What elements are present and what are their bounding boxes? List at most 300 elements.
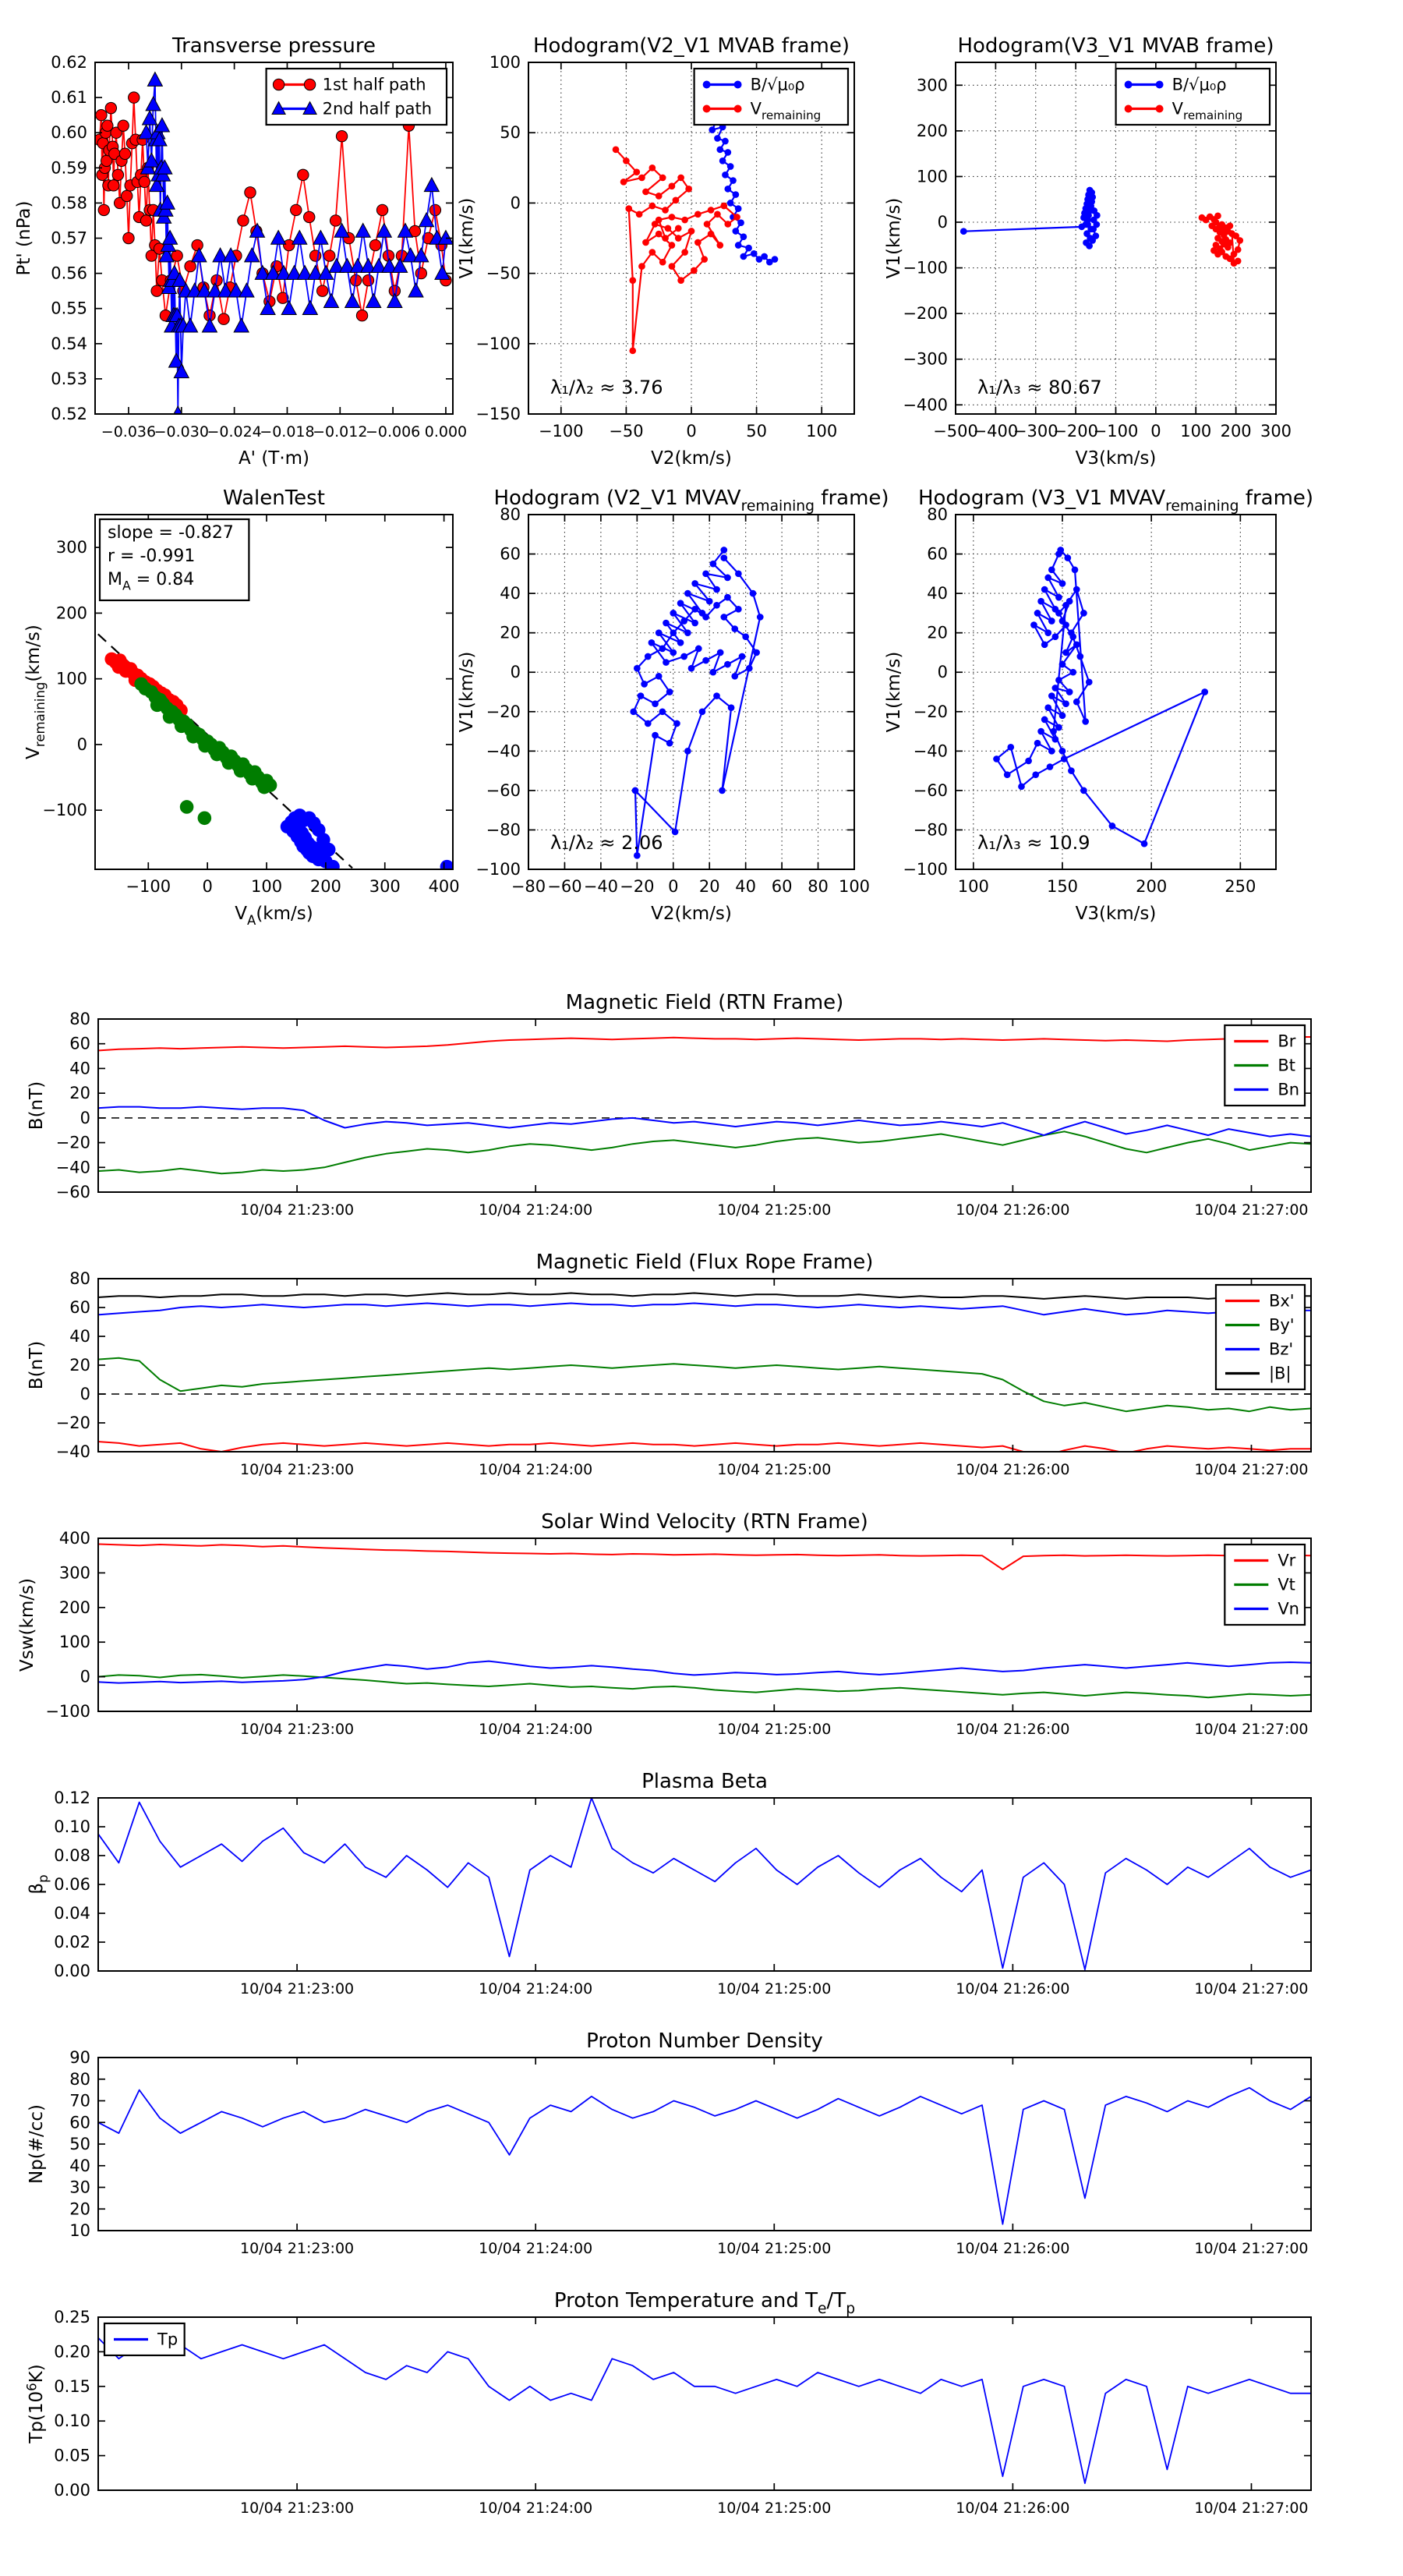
x-axis-label: A' (T·m) bbox=[238, 448, 310, 469]
panel-title: Hodogram(V2_V1 MVAB frame) bbox=[532, 34, 850, 58]
x-tick-label: 10/04 21:24:00 bbox=[479, 1201, 593, 1219]
marker-dot bbox=[649, 203, 656, 210]
x-tick-label: −400 bbox=[973, 422, 1019, 441]
x-tick-label: −300 bbox=[1012, 422, 1058, 441]
marker-dot bbox=[740, 253, 747, 260]
y-tick-label: 30 bbox=[69, 2178, 90, 2197]
marker-dot bbox=[656, 193, 663, 200]
marker-circle bbox=[304, 79, 315, 90]
marker-dot bbox=[708, 231, 715, 238]
marker-dot bbox=[1044, 575, 1051, 582]
marker-dot bbox=[680, 653, 687, 660]
y-tick-label: 0.15 bbox=[54, 2376, 90, 2396]
marker-dot bbox=[1004, 771, 1011, 778]
y-axis-label: $V_{remaining}(km/s)$ bbox=[23, 625, 48, 759]
marker-circle bbox=[105, 102, 116, 113]
marker-dot bbox=[1030, 621, 1037, 628]
marker-dot bbox=[714, 135, 721, 142]
marker-dot bbox=[1059, 712, 1066, 719]
panel-title: Hodogram (V3_V1 $MVAV_{remaining}$ frame) bbox=[917, 487, 1314, 515]
marker-dot bbox=[716, 242, 723, 249]
y-tick-label: −100 bbox=[45, 1702, 90, 1721]
marker-dot bbox=[1217, 229, 1224, 236]
x-tick-label: −100 bbox=[538, 422, 584, 441]
y-tick-label: −40 bbox=[913, 741, 948, 761]
marker-dot bbox=[677, 277, 684, 284]
y-axis-label: Np(#/cc) bbox=[27, 2104, 47, 2185]
panel-title: WalenTest bbox=[223, 487, 325, 510]
marker-dot bbox=[719, 157, 726, 165]
marker-dot bbox=[649, 165, 656, 172]
x-tick-label: 10/04 21:23:00 bbox=[240, 2500, 355, 2517]
marker-dot bbox=[1066, 688, 1073, 695]
y-tick-label: 0 bbox=[80, 1667, 90, 1686]
legend-label: Bn bbox=[1278, 1080, 1300, 1099]
marker-dot bbox=[670, 629, 677, 636]
marker-dot bbox=[677, 175, 684, 182]
x-tick-label: 300 bbox=[1260, 422, 1292, 441]
x-tick-label: −100 bbox=[1093, 422, 1139, 441]
marker-dot bbox=[1080, 610, 1087, 617]
y-tick-label: 200 bbox=[58, 1598, 90, 1617]
marker-dot bbox=[691, 267, 698, 274]
marker-dot bbox=[733, 214, 740, 221]
y-tick-label: 0.08 bbox=[54, 1846, 90, 1865]
legend bbox=[1116, 69, 1270, 125]
marker-dot bbox=[1090, 207, 1097, 214]
marker-dot bbox=[649, 249, 656, 256]
marker-dot bbox=[669, 182, 676, 189]
marker-dot bbox=[735, 570, 742, 577]
legend bbox=[694, 69, 848, 125]
y-tick-label: −400 bbox=[903, 395, 948, 415]
stats-line: $M_A = 0.84$ bbox=[108, 570, 195, 593]
y-tick-label: 60 bbox=[69, 1298, 90, 1317]
y-tick-label: −20 bbox=[55, 1133, 90, 1152]
marker-dot bbox=[1125, 81, 1133, 89]
marker-dot bbox=[1044, 704, 1051, 711]
marker-circle bbox=[118, 120, 129, 131]
marker-circle bbox=[362, 274, 373, 285]
marker-dot bbox=[709, 126, 716, 133]
y-tick-label: 0.58 bbox=[51, 193, 87, 213]
marker-dot bbox=[719, 787, 726, 794]
marker-dot bbox=[659, 646, 666, 653]
marker-dot bbox=[717, 649, 724, 656]
y-axis-label: B(nT) bbox=[27, 1340, 47, 1390]
y-tick-label: 100 bbox=[489, 53, 521, 72]
x-axis-label: V3(km/s) bbox=[1075, 904, 1157, 924]
y-tick-label: 0.62 bbox=[51, 53, 87, 72]
marker-circle bbox=[356, 310, 367, 321]
marker-dot bbox=[701, 256, 708, 263]
y-tick-label: 0.59 bbox=[51, 158, 87, 178]
marker-circle bbox=[129, 92, 140, 103]
marker-dot bbox=[670, 649, 677, 656]
marker-dot bbox=[670, 610, 677, 617]
marker-dot bbox=[1018, 783, 1025, 790]
marker-circle bbox=[263, 778, 277, 792]
marker-circle bbox=[139, 176, 150, 187]
y-tick-label: 0.56 bbox=[51, 264, 87, 283]
y-tick-label: 0.20 bbox=[54, 2342, 90, 2362]
marker-dot bbox=[1034, 740, 1041, 747]
y-tick-label: 80 bbox=[927, 505, 948, 524]
marker-dot bbox=[1065, 554, 1072, 561]
marker-dot bbox=[1055, 594, 1062, 601]
panel-title: Magnetic Field (Flux Rope Frame) bbox=[535, 1251, 874, 1274]
marker-dot bbox=[623, 157, 630, 165]
marker-dot bbox=[703, 81, 711, 89]
panel-title: Hodogram(V3_V1 MVAB frame) bbox=[957, 34, 1274, 58]
marker-dot bbox=[1055, 610, 1062, 617]
marker-dot bbox=[1080, 787, 1087, 794]
marker-dot bbox=[703, 105, 711, 113]
marker-dot bbox=[720, 554, 727, 561]
legend-label: Bt bbox=[1278, 1056, 1295, 1075]
marker-dot bbox=[656, 217, 663, 224]
marker-dot bbox=[724, 186, 731, 193]
marker-dot bbox=[638, 692, 645, 699]
marker-circle bbox=[298, 169, 309, 180]
marker-dot bbox=[1052, 736, 1059, 743]
marker-dot bbox=[1228, 230, 1235, 237]
marker-dot bbox=[724, 594, 731, 601]
y-tick-label: 300 bbox=[55, 538, 87, 557]
panel-title: Transverse pressure bbox=[172, 34, 376, 58]
x-tick-label: 10/04 21:27:00 bbox=[1194, 2240, 1309, 2257]
marker-circle bbox=[330, 215, 341, 226]
y-tick-label: 100 bbox=[58, 1633, 90, 1652]
y-tick-label: 40 bbox=[500, 584, 521, 603]
y-tick-label: 90 bbox=[69, 2048, 90, 2067]
y-tick-label: −300 bbox=[903, 349, 948, 369]
y-tick-label: −200 bbox=[903, 304, 948, 324]
y-tick-label: 40 bbox=[927, 584, 948, 603]
x-tick-label: 0 bbox=[202, 877, 213, 896]
marker-dot bbox=[702, 570, 709, 577]
marker-dot bbox=[1061, 755, 1068, 763]
marker-dot bbox=[634, 665, 641, 672]
x-axis-label: V3(km/s) bbox=[1075, 448, 1157, 469]
marker-dot bbox=[1047, 763, 1054, 770]
y-tick-label: 20 bbox=[69, 2199, 90, 2219]
x-tick-label: 10/04 21:26:00 bbox=[956, 1461, 1070, 1478]
panel-title: Plasma Beta bbox=[641, 1770, 768, 1793]
marker-dot bbox=[1156, 81, 1164, 89]
marker-dot bbox=[694, 239, 702, 246]
y-tick-label: 0 bbox=[510, 663, 521, 682]
marker-dot bbox=[645, 653, 652, 660]
legend-label: B/√μ₀ρ bbox=[750, 75, 805, 94]
marker-dot bbox=[656, 231, 663, 238]
marker-dot bbox=[1052, 685, 1059, 692]
x-tick-label: −100 bbox=[125, 877, 171, 896]
marker-dot bbox=[633, 168, 640, 175]
x-tick-label: −60 bbox=[547, 877, 582, 896]
marker-dot bbox=[733, 228, 740, 235]
marker-circle bbox=[376, 204, 387, 215]
marker-circle bbox=[151, 285, 162, 296]
marker-circle bbox=[96, 109, 107, 120]
marker-dot bbox=[720, 614, 727, 621]
y-tick-label: −20 bbox=[486, 702, 521, 721]
marker-dot bbox=[739, 653, 746, 660]
legend bbox=[104, 2323, 185, 2355]
marker-dot bbox=[662, 235, 669, 242]
marker-dot bbox=[613, 147, 620, 154]
y-tick-label: −100 bbox=[903, 258, 948, 278]
y-tick-label: 300 bbox=[916, 76, 948, 95]
y-tick-label: 0.02 bbox=[54, 1933, 90, 1951]
x-tick-label: 200 bbox=[1220, 422, 1252, 441]
y-tick-label: −80 bbox=[913, 820, 948, 840]
marker-circle bbox=[238, 215, 249, 226]
x-tick-label: 100 bbox=[1180, 422, 1212, 441]
y-tick-label: −20 bbox=[55, 1414, 90, 1432]
marker-circle bbox=[304, 211, 315, 222]
marker-dot bbox=[673, 720, 680, 727]
y-tick-label: −100 bbox=[903, 860, 948, 879]
x-tick-label: 10/04 21:24:00 bbox=[479, 1721, 593, 1738]
x-tick-label: 10/04 21:27:00 bbox=[1194, 2500, 1309, 2517]
marker-dot bbox=[632, 787, 639, 794]
marker-dot bbox=[1041, 586, 1048, 593]
marker-dot bbox=[666, 688, 673, 695]
marker-dot bbox=[708, 207, 715, 214]
x-tick-label: 10/04 21:25:00 bbox=[717, 1980, 832, 1997]
x-tick-label: 100 bbox=[806, 422, 838, 441]
marker-dot bbox=[1214, 212, 1221, 219]
x-tick-label: 0 bbox=[668, 877, 679, 896]
y-tick-label: 60 bbox=[927, 544, 948, 564]
marker-dot bbox=[669, 214, 676, 221]
y-tick-label: 0.25 bbox=[54, 2308, 90, 2327]
x-tick-label: 200 bbox=[309, 877, 341, 896]
marker-dot bbox=[1073, 641, 1080, 648]
marker-dot bbox=[745, 245, 752, 252]
marker-dot bbox=[638, 175, 645, 182]
marker-dot bbox=[688, 228, 695, 235]
legend-label: Vn bbox=[1278, 1599, 1300, 1619]
y-tick-label: 0.54 bbox=[51, 334, 87, 353]
marker-dot bbox=[1092, 232, 1099, 239]
x-tick-label: 10/04 21:25:00 bbox=[717, 1461, 832, 1478]
marker-circle bbox=[192, 239, 203, 250]
x-tick-label: 10/04 21:26:00 bbox=[956, 2500, 1070, 2517]
marker-dot bbox=[630, 708, 637, 715]
x-tick-label: 400 bbox=[428, 877, 460, 896]
marker-dot bbox=[702, 614, 709, 621]
lambda-ratio-annotation: λ₁/λ₂ ≈ 2.06 bbox=[550, 832, 663, 854]
marker-dot bbox=[1062, 700, 1069, 707]
y-tick-label: 100 bbox=[916, 167, 948, 186]
marker-dot bbox=[1072, 566, 1079, 573]
legend-label: By' bbox=[1268, 1315, 1295, 1335]
x-tick-label: −200 bbox=[1053, 422, 1098, 441]
marker-dot bbox=[1141, 840, 1148, 847]
marker-circle bbox=[336, 131, 347, 142]
x-tick-label: −0.018 bbox=[260, 423, 315, 441]
marker-dot bbox=[652, 700, 659, 707]
y-tick-label: 20 bbox=[69, 1356, 90, 1375]
marker-dot bbox=[757, 614, 764, 621]
marker-circle bbox=[108, 180, 119, 191]
marker-dot bbox=[1156, 105, 1164, 113]
marker-dot bbox=[1037, 598, 1044, 605]
marker-dot bbox=[1068, 767, 1075, 774]
legend-label: $V_{remaining}$ bbox=[1172, 99, 1243, 122]
x-tick-label: −0.036 bbox=[101, 423, 157, 441]
x-tick-label: 10/04 21:24:00 bbox=[479, 2500, 593, 2517]
marker-dot bbox=[1088, 189, 1095, 196]
marker-dot bbox=[722, 172, 729, 179]
marker-dot bbox=[691, 620, 698, 627]
marker-dot bbox=[625, 205, 632, 212]
marker-dot bbox=[1048, 692, 1055, 699]
marker-dot bbox=[1073, 699, 1080, 706]
marker-circle bbox=[309, 250, 320, 261]
x-tick-label: 10/04 21:26:00 bbox=[956, 1980, 1070, 1997]
x-tick-label: 200 bbox=[1136, 877, 1168, 896]
y-tick-label: −60 bbox=[486, 780, 521, 800]
y-axis-label: $\beta_p$ bbox=[27, 1874, 51, 1895]
marker-dot bbox=[735, 606, 742, 613]
x-tick-label: 10/04 21:27:00 bbox=[1194, 1201, 1309, 1219]
x-tick-label: 250 bbox=[1225, 877, 1256, 896]
x-tick-label: 10/04 21:25:00 bbox=[717, 2240, 832, 2257]
y-tick-label: 60 bbox=[69, 1034, 90, 1053]
marker-dot bbox=[642, 189, 649, 196]
x-tick-label: 10/04 21:26:00 bbox=[956, 1201, 1070, 1219]
panel-title: Proton Number Density bbox=[586, 2029, 823, 2053]
marker-dot bbox=[772, 256, 779, 263]
marker-circle bbox=[140, 215, 151, 226]
y-tick-label: 0.10 bbox=[54, 2411, 90, 2431]
legend-label: Vr bbox=[1278, 1551, 1296, 1570]
x-tick-label: 100 bbox=[250, 877, 283, 896]
marker-dot bbox=[734, 105, 742, 113]
marker-dot bbox=[620, 179, 627, 186]
x-tick-label: 0.000 bbox=[424, 423, 468, 441]
legend bbox=[1225, 1545, 1305, 1625]
marker-dot bbox=[960, 228, 967, 235]
x-tick-label: 0 bbox=[686, 422, 697, 441]
x-axis-label: $V_A(km/s)$ bbox=[235, 904, 313, 928]
marker-dot bbox=[1235, 257, 1242, 264]
marker-circle bbox=[112, 169, 123, 180]
legend bbox=[267, 69, 447, 125]
legend-label: |B| bbox=[1268, 1364, 1292, 1383]
marker-dot bbox=[669, 263, 676, 270]
marker-dot bbox=[645, 720, 652, 727]
x-tick-label: −20 bbox=[620, 877, 655, 896]
marker-dot bbox=[720, 203, 727, 210]
marker-dot bbox=[1025, 758, 1032, 765]
marker-dot bbox=[993, 755, 1000, 763]
y-tick-label: 0.53 bbox=[51, 369, 87, 388]
x-tick-label: −0.030 bbox=[154, 423, 209, 441]
marker-dot bbox=[691, 580, 698, 587]
y-tick-label: −80 bbox=[486, 820, 521, 840]
marker-dot bbox=[716, 147, 723, 154]
x-tick-label: −500 bbox=[933, 422, 978, 441]
marker-dot bbox=[733, 191, 740, 198]
x-tick-label: 10/04 21:26:00 bbox=[956, 2240, 1070, 2257]
marker-dot bbox=[713, 692, 720, 699]
marker-dot bbox=[684, 590, 691, 597]
stats-line: r = -0.991 bbox=[108, 547, 196, 566]
marker-dot bbox=[710, 669, 717, 676]
marker-dot bbox=[636, 211, 643, 218]
marker-dot bbox=[750, 590, 757, 597]
y-tick-label: −40 bbox=[486, 741, 521, 761]
marker-dot bbox=[724, 221, 731, 228]
marker-dot bbox=[1082, 718, 1089, 725]
marker-dot bbox=[669, 242, 676, 249]
y-tick-label: −40 bbox=[55, 1158, 90, 1177]
y-axis-label: $Tp(10^6K)$ bbox=[24, 2364, 47, 2443]
marker-dot bbox=[714, 211, 721, 218]
marker-dot bbox=[684, 748, 691, 755]
panel-title: Hodogram (V2_V1 $MVAV_{remaining}$ frame) bbox=[493, 487, 889, 515]
x-tick-label: −0.012 bbox=[313, 423, 368, 441]
marker-dot bbox=[672, 829, 679, 836]
marker-dot bbox=[659, 175, 666, 182]
y-tick-label: 40 bbox=[69, 1059, 90, 1078]
x-axis-label: V2(km/s) bbox=[651, 904, 732, 924]
y-tick-label: 0 bbox=[937, 663, 948, 682]
marker-dot bbox=[727, 163, 734, 170]
marker-dot bbox=[642, 239, 649, 246]
lambda-ratio-annotation: λ₁/λ₃ ≈ 10.9 bbox=[977, 832, 1090, 854]
marker-dot bbox=[1062, 649, 1069, 656]
x-tick-label: 10/04 21:23:00 bbox=[240, 1980, 355, 1997]
marker-dot bbox=[1048, 748, 1055, 755]
y-tick-label: 0.61 bbox=[51, 88, 87, 108]
x-tick-label: −0.006 bbox=[365, 423, 421, 441]
marker-dot bbox=[663, 620, 670, 627]
x-tick-label: −0.024 bbox=[207, 423, 262, 441]
y-tick-label: −60 bbox=[913, 780, 948, 800]
marker-dot bbox=[728, 704, 735, 711]
legend-label: Vt bbox=[1278, 1575, 1295, 1594]
y-tick-label: 20 bbox=[500, 623, 521, 642]
marker-dot bbox=[659, 259, 666, 266]
y-tick-label: 0 bbox=[80, 1108, 90, 1127]
marker-dot bbox=[1048, 566, 1055, 573]
y-tick-label: 80 bbox=[500, 505, 521, 524]
y-tick-label: 0.60 bbox=[51, 123, 87, 143]
y-tick-label: −100 bbox=[475, 334, 521, 353]
marker-dot bbox=[727, 200, 734, 207]
marker-dot bbox=[730, 177, 737, 184]
x-tick-label: 10/04 21:24:00 bbox=[479, 2240, 593, 2257]
marker-dot bbox=[665, 225, 672, 232]
legend bbox=[1225, 1025, 1305, 1106]
y-tick-label: 0 bbox=[510, 193, 521, 213]
marker-dot bbox=[656, 673, 663, 680]
y-tick-label: 40 bbox=[69, 2156, 90, 2175]
legend bbox=[1216, 1285, 1305, 1389]
marker-dot bbox=[675, 235, 682, 242]
y-tick-label: 20 bbox=[69, 1084, 90, 1103]
marker-dot bbox=[1059, 748, 1066, 755]
y-tick-label: −150 bbox=[475, 405, 521, 423]
marker-dot bbox=[724, 149, 731, 156]
marker-dot bbox=[695, 646, 702, 653]
marker-dot bbox=[1057, 547, 1064, 554]
